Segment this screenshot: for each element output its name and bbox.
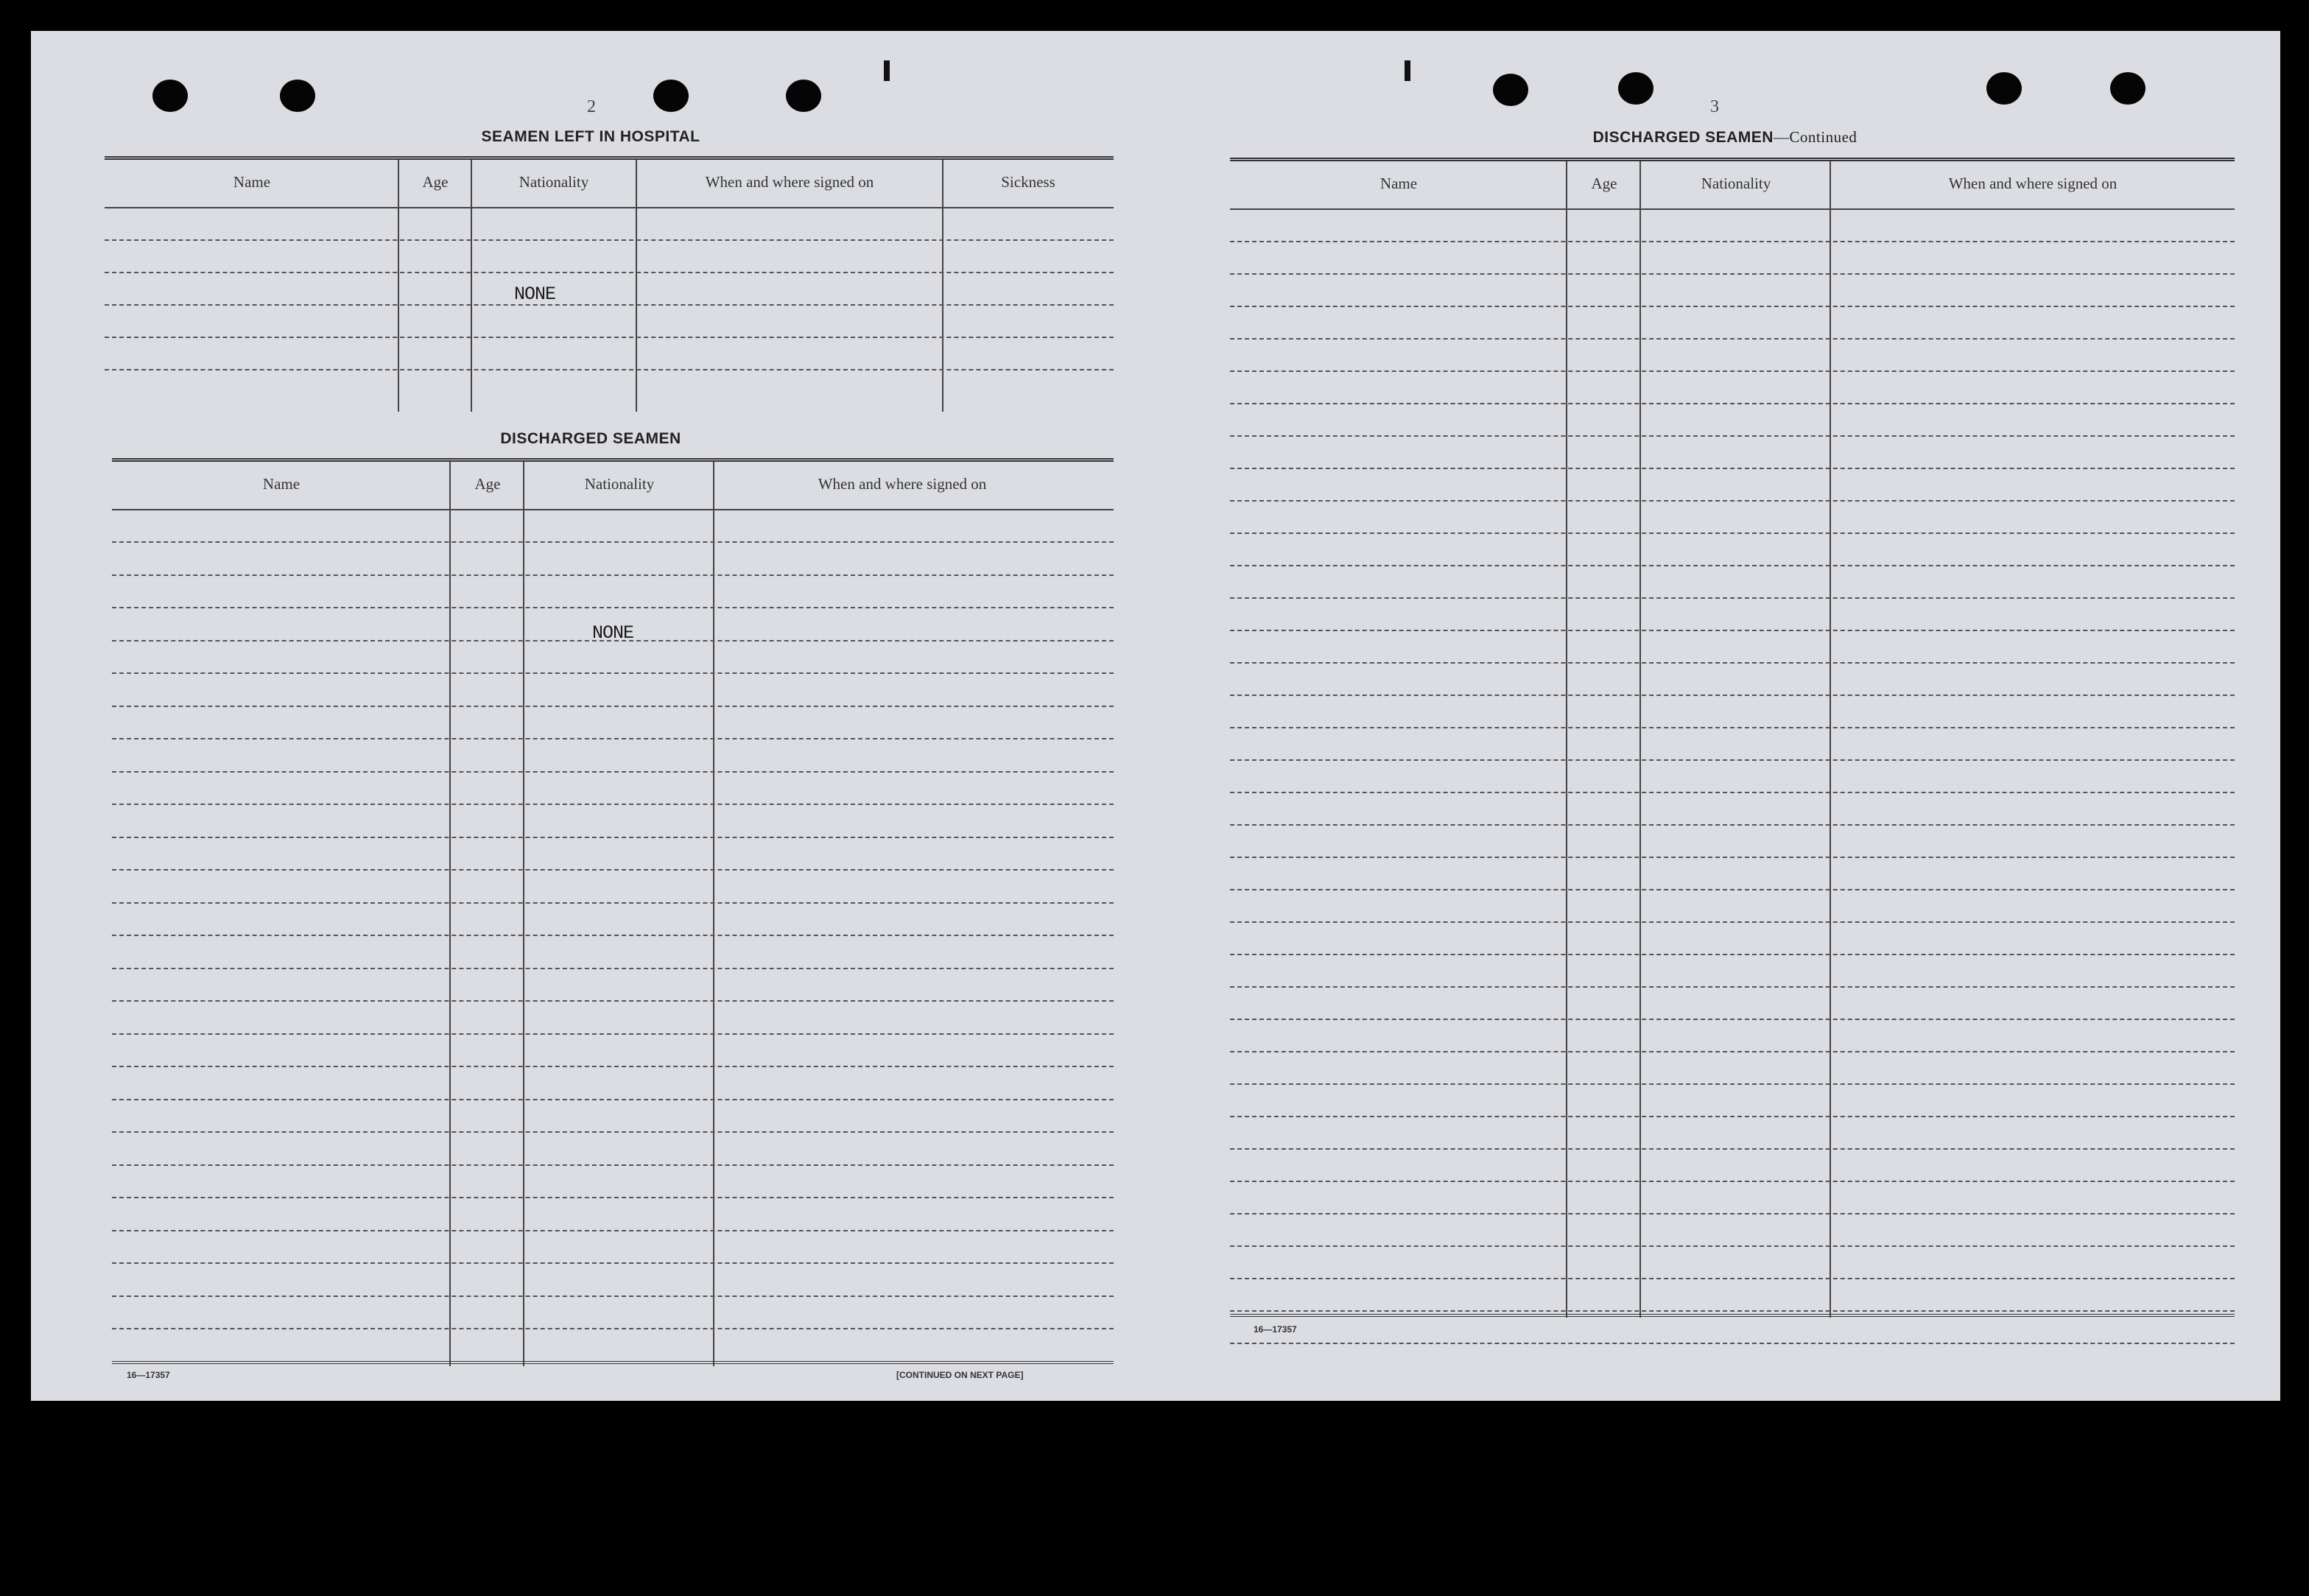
- row-rule: [112, 1262, 1114, 1264]
- row-rule: [105, 304, 1114, 306]
- col-header-age: Age: [474, 475, 501, 493]
- row-rule: [112, 1197, 1114, 1198]
- row-rule: [1230, 954, 2235, 955]
- column-rule: [636, 160, 637, 412]
- row-rule: [112, 706, 1114, 707]
- form-number-left: 16—17357: [127, 1370, 170, 1380]
- row-rule: [1230, 1181, 2235, 1182]
- punch-hole: [786, 80, 821, 112]
- row-rule: [105, 337, 1114, 338]
- discharged-continued-title: [1239, 128, 2211, 147]
- discharged-section-title: DISCHARGED SEAMEN: [500, 430, 681, 447]
- row-rule: [112, 902, 1114, 904]
- col-header-sickness: Sickness: [1001, 173, 1055, 191]
- discharged-table-left: [112, 458, 1114, 1366]
- row-rule: [1230, 403, 2235, 404]
- row-rule: [112, 968, 1114, 969]
- col-header-signed-on: When and where signed on: [1948, 175, 2118, 192]
- row-rule: [112, 935, 1114, 936]
- row-rule: [112, 804, 1114, 805]
- discharged-table-right: [1230, 158, 2235, 1318]
- row-rule: [1230, 1343, 2235, 1344]
- column-rule: [1566, 161, 1567, 1318]
- row-rule: [112, 1033, 1114, 1035]
- discharged-entry-none: NONE: [592, 622, 634, 644]
- hospital-entry-none: NONE: [514, 284, 556, 305]
- row-rule: [1230, 306, 2235, 307]
- page-number-right: 3: [1710, 97, 1719, 116]
- row-rule: [1230, 792, 2235, 793]
- row-rule: [1230, 1310, 2235, 1312]
- row-rule: [112, 1000, 1114, 1002]
- fold-mark: [884, 60, 890, 81]
- discharged-continued-header: [1230, 161, 2235, 210]
- form-number-right: 16—17357: [1254, 1324, 1297, 1335]
- row-rule: [1230, 273, 2235, 275]
- row-rule: [1230, 1116, 2235, 1117]
- title-suffix: —Continued: [1773, 128, 1858, 146]
- row-rule: [112, 672, 1114, 674]
- row-rule: [112, 837, 1114, 838]
- col-header-name: Name: [262, 475, 301, 493]
- title-text: DISCHARGED SEAMEN: [1592, 129, 1774, 146]
- col-header-name: Name: [1380, 175, 1418, 192]
- col-header-signed-on: When and where signed on: [818, 475, 987, 493]
- page-number-left: 2: [587, 97, 596, 116]
- column-rule: [471, 160, 472, 412]
- hospital-table-header: [105, 160, 1114, 208]
- row-rule: [1230, 500, 2235, 502]
- row-rule: [1230, 468, 2235, 469]
- col-header-nationality: Nationality: [584, 475, 655, 493]
- row-rule: [1230, 1019, 2235, 1020]
- row-rule: [112, 1296, 1114, 1297]
- row-rule: [105, 369, 1114, 370]
- row-rule: [1230, 1245, 2235, 1247]
- col-header-nationality: Nationality: [519, 173, 589, 191]
- row-rule: [1230, 986, 2235, 988]
- row-rule: [1230, 921, 2235, 923]
- row-rule: [1230, 597, 2235, 599]
- row-rule: [1230, 1278, 2235, 1279]
- row-rule: [112, 1099, 1114, 1100]
- col-header-signed-on: When and where signed on: [705, 173, 874, 191]
- continued-note: [CONTINUED ON NEXT PAGE]: [896, 1370, 1024, 1380]
- row-rule: [112, 1230, 1114, 1231]
- col-header-age: Age: [422, 173, 449, 191]
- row-rule: [1230, 857, 2235, 858]
- row-rule: [1230, 338, 2235, 340]
- row-rule: [1230, 370, 2235, 372]
- hospital-table: [105, 156, 1114, 412]
- row-rule: [1230, 889, 2235, 890]
- punch-hole: [152, 80, 188, 112]
- punch-hole: [2110, 72, 2145, 105]
- row-rule: [1230, 824, 2235, 826]
- col-header-name: Name: [233, 173, 271, 191]
- bottom-rule-right: [1230, 1314, 2235, 1317]
- row-rule: [1230, 727, 2235, 728]
- row-rule: [1230, 662, 2235, 664]
- row-rule: [1230, 532, 2235, 534]
- row-rule: [112, 1164, 1114, 1166]
- bottom-rule-left: [112, 1361, 1114, 1364]
- row-rule: [1230, 241, 2235, 242]
- row-rule: [1230, 759, 2235, 761]
- row-rule: [105, 272, 1114, 273]
- document-sheet: [31, 31, 2280, 1401]
- column-rule: [398, 160, 399, 412]
- punch-hole: [280, 80, 315, 112]
- row-rule: [1230, 565, 2235, 566]
- row-rule: [112, 1066, 1114, 1067]
- row-rule: [1230, 630, 2235, 631]
- row-rule: [105, 239, 1114, 241]
- row-rule: [1230, 1213, 2235, 1214]
- column-rule: [1830, 161, 1831, 1318]
- punch-hole: [1618, 72, 1653, 105]
- row-rule: [112, 771, 1114, 773]
- row-rule: [112, 607, 1114, 608]
- discharged-table-header: [112, 462, 1114, 510]
- punch-hole: [1986, 72, 2022, 105]
- col-header-nationality: Nationality: [1701, 175, 1771, 192]
- row-rule: [112, 574, 1114, 576]
- row-rule: [112, 1328, 1114, 1329]
- column-rule: [942, 160, 943, 412]
- row-rule: [112, 869, 1114, 871]
- column-rule: [1640, 161, 1641, 1318]
- col-header-age: Age: [1591, 175, 1617, 192]
- row-rule: [1230, 1148, 2235, 1150]
- punch-hole: [653, 80, 689, 112]
- punch-hole: [1493, 74, 1528, 106]
- row-rule: [112, 1131, 1114, 1133]
- row-rule: [1230, 1051, 2235, 1052]
- row-rule: [112, 738, 1114, 739]
- row-rule: [1230, 435, 2235, 437]
- row-rule: [1230, 1083, 2235, 1085]
- hospital-section-title: SEAMEN LEFT IN HOSPITAL: [481, 128, 700, 145]
- row-rule: [1230, 695, 2235, 696]
- row-rule: [112, 541, 1114, 543]
- fold-mark: [1405, 60, 1410, 81]
